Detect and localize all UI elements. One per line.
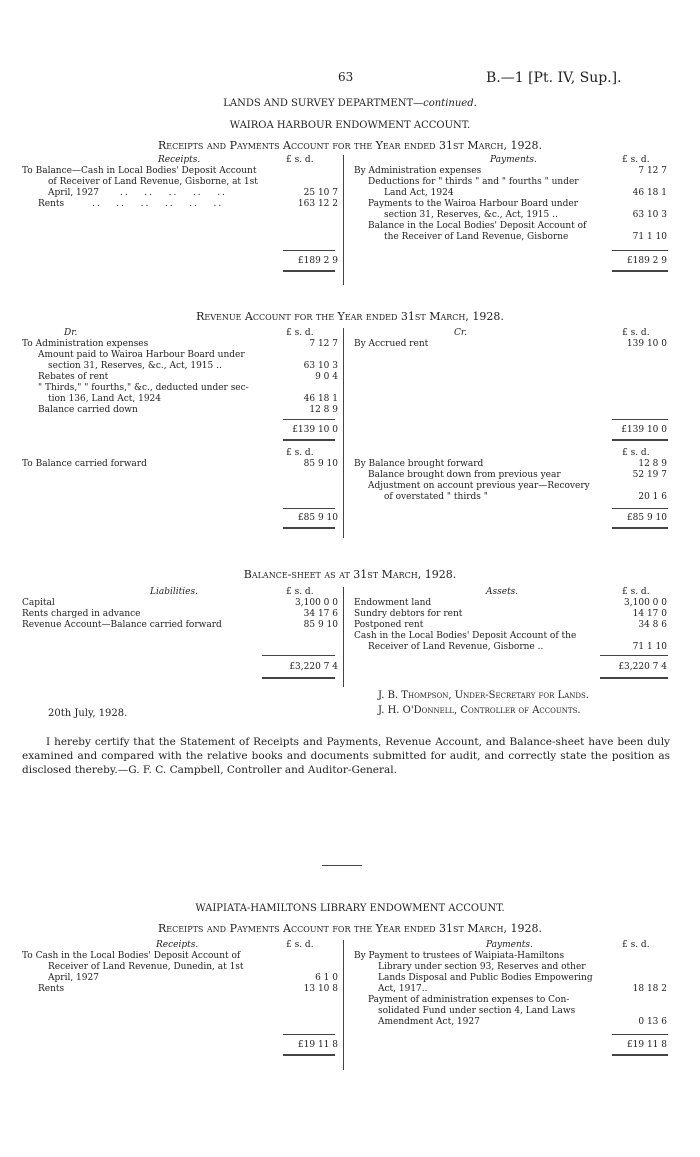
lsd-heading: £ s. d. — [622, 448, 650, 458]
receipt-line: of Receiver of Land Revenue, Gisborne, at 1st — [48, 177, 258, 187]
payments-heading: Payments. — [490, 155, 537, 165]
liabilities-total: £3,220 7 4 — [289, 662, 338, 672]
cr-total: £139 10 0 — [621, 425, 667, 435]
receipts-heading: Receipts. — [158, 155, 201, 165]
balance-sheet-title: Balance-sheet as at 31st March, 1928. — [243, 568, 457, 581]
payment-amount: 0 13 6 — [638, 1017, 667, 1027]
receipt-line: To Cash in the Local Bodies' Deposit Account of — [22, 951, 241, 961]
dr-total: £85 9 10 — [297, 513, 338, 523]
asset-amount: 3,100 0 0 — [624, 598, 667, 608]
asset-amount: 71 1 10 — [632, 642, 667, 652]
asset-amount: 14 17 0 — [632, 609, 667, 619]
payment-amount: 18 18 2 — [632, 984, 667, 994]
payment-amount: 63 10 3 — [632, 210, 667, 220]
cr-line: Adjustment on account previous year—Recovery — [368, 481, 590, 491]
section2-rp-title: Receipts and Payments Account for the Year ended 31st March, 1928. — [157, 922, 543, 935]
dr-line: To Balance carried forward — [22, 459, 147, 469]
asset-amount: 34 8 6 — [638, 620, 667, 630]
dr-line: To Administration expenses — [22, 339, 149, 349]
lsd-heading: £ s. d. — [622, 587, 650, 597]
asset-line: Receiver of Land Revenue, Gisborne .. — [368, 642, 544, 652]
liability-line: Revenue Account—Balance carried forward — [22, 620, 222, 630]
receipt-amount: 163 12 2 — [297, 199, 338, 209]
section2-title: WAIPIATA-HAMILTONS LIBRARY ENDOWMENT ACCOUNT. — [195, 903, 505, 914]
cr-line: By Accrued rent — [354, 339, 429, 349]
payment-amount: 71 1 10 — [632, 232, 667, 242]
payments-total: £19 11 8 — [626, 1040, 667, 1050]
audit-certificate: I hereby certify that the Statement of Receipts and Payments, Revenue Account, and Balance-sheet have been duly examined and compared with the relative books and documents submitted for audit, and correctly state the position as disclosed thereby.—G. F. C. Campbell, Controller and Auditor-General. — [22, 736, 670, 776]
section1-rp-title: Receipts and Payments Account for the Year ended 31st March, 1928. — [157, 139, 543, 152]
payment-line: Amendment Act, 1927 — [378, 1017, 480, 1027]
payments-heading: Payments. — [486, 940, 533, 950]
payment-line: the Receiver of Land Revenue, Gisborne — [384, 232, 569, 242]
cr-total: £85 9 10 — [626, 513, 667, 523]
payment-line: Payment of administration expenses to Con- — [368, 995, 570, 1005]
dr-amount: 85 9 10 — [303, 459, 338, 469]
receipts-total: £19 11 8 — [297, 1040, 338, 1050]
receipt-line: Rents — [38, 199, 65, 209]
liabilities-heading: Liabilities. — [150, 587, 198, 597]
liability-line: Rents charged in advance — [22, 609, 141, 619]
liability-amount: 3,100 0 0 — [295, 598, 338, 608]
payment-line: Lands Disposal and Public Bodies Empowering — [378, 973, 593, 983]
payment-line: Payments to the Wairoa Harbour Board under — [368, 199, 578, 209]
dr-line: Balance carried down — [38, 405, 138, 415]
receipt-amount: 6 1 0 — [315, 973, 338, 983]
dr-line: tion 136, Land Act, 1924 — [48, 394, 162, 404]
assets-heading: Assets. — [486, 587, 519, 597]
payment-line: solidated Fund under section 4, Land Laws — [378, 1006, 576, 1016]
lsd-heading: £ s. d. — [622, 328, 650, 338]
signed-date: 20th July, 1928. — [48, 708, 128, 719]
cr-line: Balance brought down from previous year — [368, 470, 561, 480]
payment-amount: 7 12 7 — [638, 166, 667, 176]
dr-amount: 7 12 7 — [309, 339, 338, 349]
cr-line: of overstated " thirds " — [384, 492, 488, 502]
dr-amount: 9 0 4 — [315, 372, 338, 382]
liability-amount: 34 17 6 — [303, 609, 338, 619]
dr-line: Rebates of rent — [38, 372, 109, 382]
receipt-amount: 25 10 7 — [303, 188, 338, 198]
dr-heading: Dr. — [64, 328, 78, 338]
receipt-line: April, 1927 — [48, 188, 99, 198]
receipt-line: Rents — [38, 984, 65, 994]
dr-line: Amount paid to Wairoa Harbour Board under — [38, 350, 245, 360]
section1-title: WAIROA HARBOUR ENDOWMENT ACCOUNT. — [229, 120, 471, 131]
lsd-heading: £ s. d. — [286, 940, 314, 950]
dr-total: £139 10 0 — [292, 425, 338, 435]
receipts-heading: Receipts. — [156, 940, 199, 950]
cr-amount: 52 19 7 — [632, 470, 667, 480]
assets-total: £3,220 7 4 — [618, 662, 667, 672]
signature-line: J. B. Thompson, Under-Secretary for Lands. — [378, 690, 589, 701]
cr-heading: Cr. — [454, 328, 468, 338]
asset-line: Postponed rent — [354, 620, 424, 630]
department-title: LANDS AND SURVEY DEPARTMENT—continued. — [223, 98, 477, 109]
lsd-heading: £ s. d. — [286, 448, 314, 458]
payment-line: Library under section 93, Reserves and other — [378, 962, 586, 972]
lsd-heading: £ s. d. — [286, 328, 314, 338]
payment-line: Act, 1917.. — [378, 984, 428, 994]
receipt-line: To Balance—Cash in Local Bodies' Deposit Account — [22, 166, 257, 176]
revenue-title: Revenue Account for the Year ended 31st March, 1928. — [196, 310, 504, 323]
signature-line: J. H. O'Donnell, Controller of Accounts. — [378, 705, 581, 716]
receipt-line: April, 1927 — [48, 973, 99, 983]
document-reference: B.—1 [Pt. IV, Sup.]. — [486, 70, 622, 86]
payment-line: Deductions for " thirds " and " fourths " under — [368, 177, 579, 187]
lsd-heading: £ s. d. — [622, 155, 650, 165]
asset-line: Cash in the Local Bodies' Deposit Account of the — [354, 631, 577, 641]
liability-line: Capital — [22, 598, 55, 608]
liability-amount: 85 9 10 — [303, 620, 338, 630]
receipt-amount: 13 10 8 — [303, 984, 338, 994]
payment-line: Balance in the Local Bodies' Deposit Account of — [368, 221, 587, 231]
receipt-line: Receiver of Land Revenue, Dunedin, at 1st — [48, 962, 244, 972]
lsd-heading: £ s. d. — [622, 940, 650, 950]
receipts-total: £189 2 9 — [297, 256, 338, 266]
payment-line: By Administration expenses — [354, 166, 482, 176]
page-number: 63 — [338, 70, 354, 84]
cr-amount: 12 8 9 — [638, 459, 667, 469]
asset-line: Endowment land — [354, 598, 432, 608]
cr-amount: 139 10 0 — [626, 339, 667, 349]
dr-line: " Thirds," " fourths," &c., deducted under sec- — [38, 383, 249, 393]
cr-amount: 20 1 6 — [638, 492, 667, 502]
asset-line: Sundry debtors for rent — [354, 609, 463, 619]
payments-total: £189 2 9 — [626, 256, 667, 266]
payment-line: section 31, Reserves, &c., Act, 1915 .. — [384, 210, 558, 220]
dr-amount: 12 8 9 — [309, 405, 338, 415]
cr-line: By Balance brought forward — [354, 459, 484, 469]
dr-amount: 46 18 1 — [303, 394, 338, 404]
dr-line: section 31, Reserves, &c., Act, 1915 .. — [48, 361, 222, 371]
dr-amount: 63 10 3 — [303, 361, 338, 371]
lsd-heading: £ s. d. — [286, 155, 314, 165]
payment-amount: 46 18 1 — [632, 188, 667, 198]
lsd-heading: £ s. d. — [286, 587, 314, 597]
payment-line: Land Act, 1924 — [384, 188, 454, 198]
payment-line: By Payment to trustees of Waipiata-Hamiltons — [354, 951, 565, 961]
